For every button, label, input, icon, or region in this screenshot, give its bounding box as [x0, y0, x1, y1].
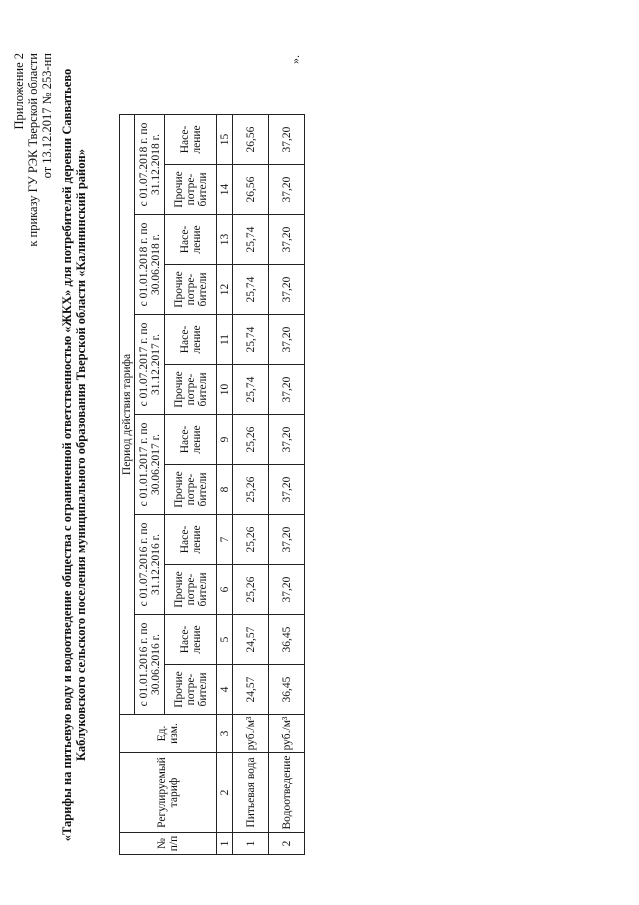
sub-other-6: Прочие потре-бители [165, 165, 217, 215]
sub-population-6: Насе-ление [165, 115, 217, 165]
document-title [60, 45, 88, 865]
row-unit: руб./м³ [233, 715, 269, 753]
tariff-table [119, 114, 305, 855]
annex-block [12, 53, 54, 247]
row-value: 25,74 [233, 215, 269, 265]
row-value: 37,20 [269, 465, 305, 515]
row-value: 25,26 [233, 565, 269, 615]
column-index: 9 [217, 415, 233, 465]
row-value: 25,26 [233, 515, 269, 565]
column-index: 12 [217, 265, 233, 315]
row-value: 25,74 [233, 315, 269, 365]
sub-population-4: Насе-ление [165, 315, 217, 365]
row-value: 37,20 [269, 315, 305, 365]
row-unit: руб./м³ [269, 715, 305, 753]
column-index: 1 [217, 833, 233, 855]
row-value: 26,56 [233, 115, 269, 165]
row-value: 37,20 [269, 565, 305, 615]
header-unit: Ед. изм. [120, 715, 217, 753]
row-num: 2 [269, 833, 305, 855]
column-index: 5 [217, 615, 233, 665]
period-2: с 01.07.2016 г. по 31.12.2016 г. [135, 515, 165, 615]
sub-other-2: Прочие потре-бители [165, 565, 217, 615]
column-index: 7 [217, 515, 233, 565]
row-value: 25,26 [233, 465, 269, 515]
row-value: 37,20 [269, 365, 305, 415]
period-5: с 01.01.2018 г. по 30.06.2018 г. [135, 215, 165, 315]
column-index: 6 [217, 565, 233, 615]
sub-other-4: Прочие потре-бители [165, 365, 217, 415]
column-index: 4 [217, 665, 233, 715]
sub-population-1: Насе-ление [165, 615, 217, 665]
row-value: 37,20 [269, 265, 305, 315]
column-index: 2 [217, 753, 233, 833]
row-tariff-name: Питьевая вода [233, 753, 269, 833]
column-index: 15 [217, 115, 233, 165]
table-row [269, 115, 305, 855]
sub-other-1: Прочие потре-бители [165, 665, 217, 715]
row-value: 37,20 [269, 215, 305, 265]
row-tariff-name: Водоотведение [269, 753, 305, 833]
period-6: с 01.07.2018 г. по 31.12.2018 г. [135, 115, 165, 215]
row-value: 25,74 [233, 365, 269, 415]
period-3: с 01.01.2017 г. по 30.06.2017 г. [135, 415, 165, 515]
column-index: 3 [217, 715, 233, 753]
sub-other-3: Прочие потре-бители [165, 465, 217, 515]
column-index: 8 [217, 465, 233, 515]
header-num: № п/п [120, 833, 217, 855]
annex-line-1: Приложение 2 [12, 53, 26, 130]
row-value: 36,45 [269, 665, 305, 715]
row-value: 25,26 [233, 415, 269, 465]
row-value: 25,74 [233, 265, 269, 315]
annex-line-3: от 13.12.2017 № 253-нп [40, 53, 54, 179]
row-value: 37,20 [269, 115, 305, 165]
title-line-1: «Тарифы на питьевую воду и водоотведение общества с ограниченной ответственностью «ЖКХ» для потребителей деревни Савватьево [60, 68, 74, 842]
sub-other-5: Прочие потре-бители [165, 265, 217, 315]
row-value: 24,57 [233, 615, 269, 665]
row-value: 26,56 [233, 165, 269, 215]
column-index: 11 [217, 315, 233, 365]
row-value: 36,45 [269, 615, 305, 665]
row-num: 1 [233, 833, 269, 855]
header-period: Период действия тарифа [120, 115, 135, 715]
row-value: 37,20 [269, 415, 305, 465]
annex-line-2: к приказу ГУ РЭК Тверской области [26, 53, 40, 247]
table-row [233, 115, 269, 855]
rotated-sheet [12, 45, 627, 865]
row-value: 37,20 [269, 515, 305, 565]
row-value: 24,57 [233, 665, 269, 715]
sub-population-2: Насе-ление [165, 515, 217, 565]
closing-mark: ». [288, 55, 302, 64]
period-4: с 01.07.2017 г. по 31.12.2017 г. [135, 315, 165, 415]
sub-population-3: Насе-ление [165, 415, 217, 465]
column-index: 14 [217, 165, 233, 215]
row-value: 37,20 [269, 165, 305, 215]
column-index: 10 [217, 365, 233, 415]
period-1: с 01.01.2016 г. по 30.06.2016 г. [135, 615, 165, 715]
sub-population-5: Насе-ление [165, 215, 217, 265]
title-line-2: Каблуковского сельского поселения муниципального образования Тверской области «Калининский район» [74, 149, 88, 761]
header-tariff: Регулируемый тариф [120, 753, 217, 833]
column-index: 13 [217, 215, 233, 265]
